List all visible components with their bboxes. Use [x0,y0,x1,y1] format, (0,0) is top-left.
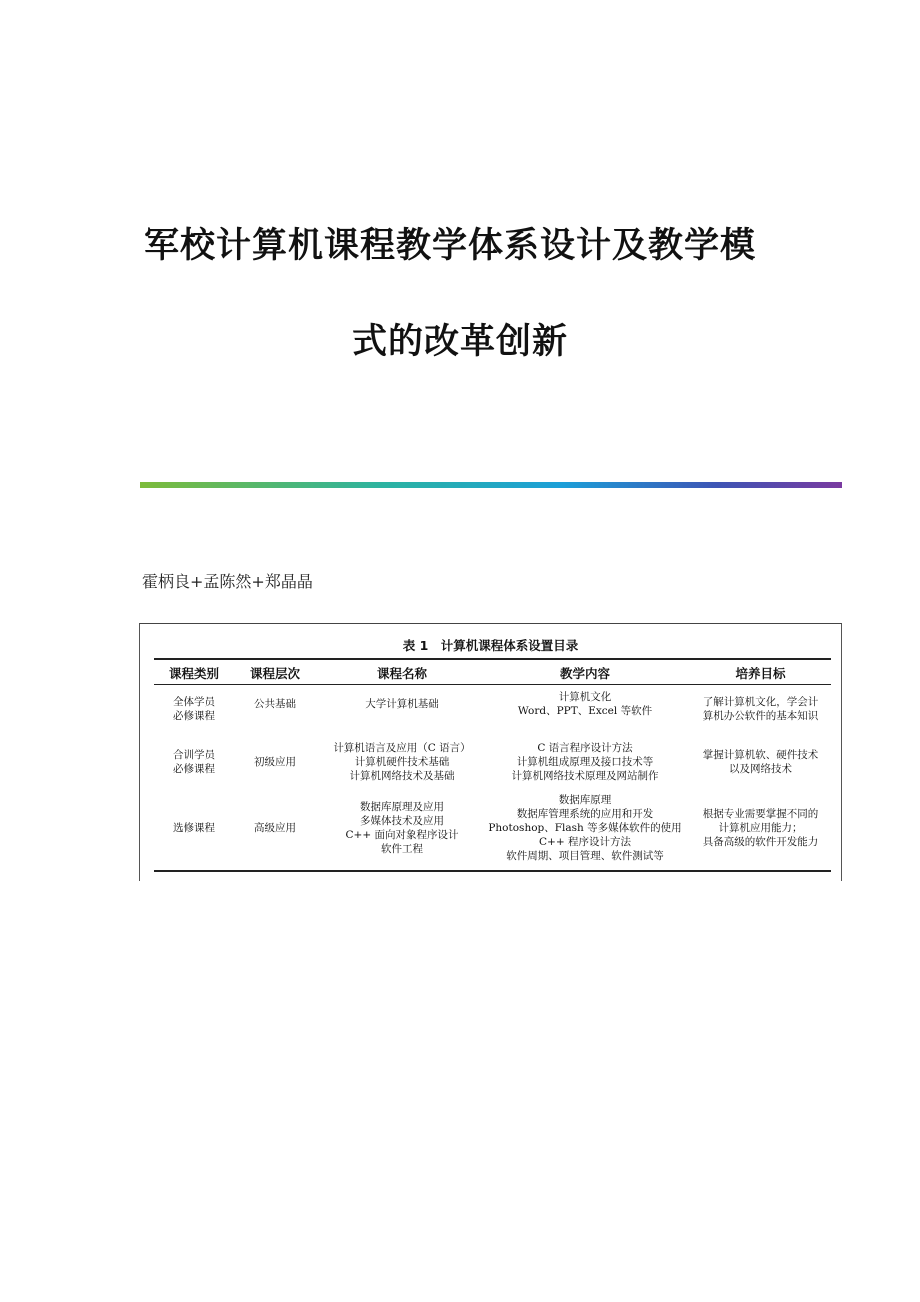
table-caption: 表 1 计算机课程体系设置目录 [402,638,579,653]
row2-level: 初级应用 [254,756,296,768]
table-top-rule [154,658,831,660]
row1-level: 公共基础 [254,698,296,710]
authors-line: 霍柄良+孟陈然+郑晶晶 [142,572,313,591]
header-training-goal: 培养目标 [735,666,786,681]
row2-category: 合训学员 必修课程 [173,749,215,775]
row2-goal: 掌握计算机软、硬件技术 以及网络技术 [702,749,819,775]
table-header-rule [154,684,831,685]
row3-category: 选修课程 [173,822,215,834]
row1-content: 计算机文化 Word、PPT、Excel 等软件 [517,691,653,717]
row3-level: 高级应用 [254,822,296,834]
header-course-category: 课程类别 [168,666,219,681]
document-title-line-1: 军校计算机课程教学体系设计及教学模 [143,225,756,266]
header-course-level: 课程层次 [249,666,300,681]
row2-courses: 计算机语言及应用（C 语言） 计算机硬件技术基础 计算机网络技术及基础 [333,742,471,782]
row1-courses: 大学计算机基础 [365,698,439,710]
header-course-name: 课程名称 [376,666,427,681]
course-table-figure [139,623,842,881]
row3-content: 数据库原理 数据库管理系统的应用和开发 Photoshop、Flash 等多媒体软件的使用 C++ 程序设计方法 软件周期、项目管理、软件测试等 [488,794,682,862]
row1-goal: 了解计算机文化，学会计 算机办公软件的基本知识 [702,696,819,722]
row3-goal: 根据专业需要掌握不同的 计算机应用能力； 具备高级的软件开发能力 [702,808,819,848]
row2-content: C 语言程序设计方法 计算机组成原理及接口技术等 计算机网络技术原理及网站制作 [511,742,659,782]
table-bottom-rule [154,870,831,872]
gradient-divider [140,482,842,488]
header-teaching-content: 教学内容 [559,666,610,681]
row1-category: 全体学员 必修课程 [173,696,215,722]
row3-courses: 数据库原理及应用 多媒体技术及应用 C++ 面向对象程序设计 软件工程 [345,801,459,855]
document-title-line-2: 式的改革创新 [351,321,568,362]
